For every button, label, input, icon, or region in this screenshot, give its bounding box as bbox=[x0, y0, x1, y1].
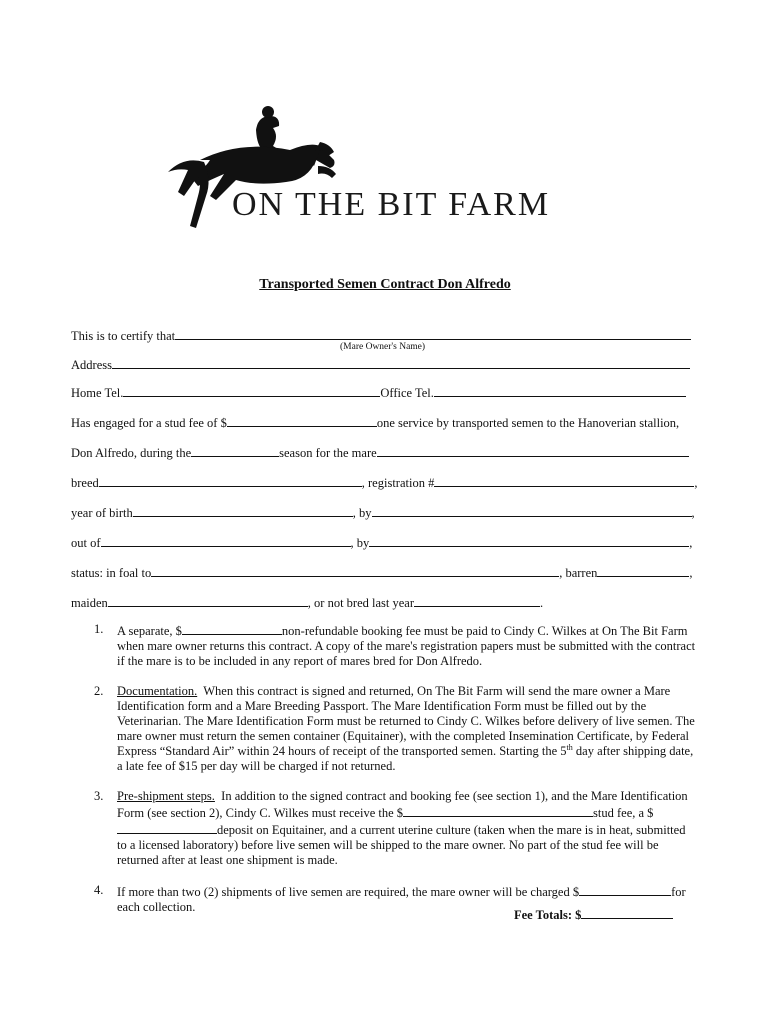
term-text: day after shipping date, a late fee of $15 per day will be charged if not returned. bbox=[117, 744, 694, 773]
stud-fee-line bbox=[71, 414, 679, 431]
term-number: 2. bbox=[94, 684, 104, 698]
dam-label: out of bbox=[71, 536, 101, 550]
home-tel-field[interactable] bbox=[123, 384, 380, 397]
stud-fee-label: Has engaged for a stud fee of $ bbox=[71, 416, 227, 430]
term-item bbox=[71, 789, 696, 868]
address-field[interactable] bbox=[112, 356, 690, 369]
year-of-birth-field[interactable] bbox=[133, 504, 353, 517]
not-bred-label: , or not bred last year bbox=[307, 596, 415, 610]
address-line bbox=[71, 356, 690, 373]
term-item bbox=[71, 622, 696, 669]
term-text: If more than two (2) shipments of live semen are required, the mare owner will be charged $ bbox=[117, 885, 580, 899]
term-number: 4. bbox=[94, 883, 104, 897]
term-number: 3. bbox=[94, 789, 104, 803]
fee-totals bbox=[514, 906, 673, 923]
period: . bbox=[540, 596, 544, 610]
comma: , bbox=[691, 506, 695, 520]
comma: , bbox=[689, 536, 693, 550]
fee-totals-label: Fee Totals: $ bbox=[514, 908, 582, 922]
year-of-birth-line bbox=[71, 504, 695, 521]
breed-line bbox=[71, 474, 697, 491]
dam-sire-field[interactable] bbox=[369, 534, 689, 547]
office-tel-label: Office Tel. bbox=[380, 386, 434, 400]
mare-label: season for the mare bbox=[279, 446, 377, 460]
comma: , bbox=[689, 566, 693, 580]
term-number: 1. bbox=[94, 622, 104, 636]
deposit-field[interactable] bbox=[117, 821, 217, 834]
address-label: Address bbox=[71, 358, 112, 372]
breed-field[interactable] bbox=[99, 474, 362, 487]
certify-label: This is to certify that bbox=[71, 329, 176, 343]
registration-label: , registration # bbox=[361, 476, 435, 490]
extra-shipment-fee-field[interactable] bbox=[579, 883, 671, 896]
owner-name-field[interactable] bbox=[175, 327, 691, 340]
term-text: In addition to the signed contract and booking fee (see section 1), and the Mare Identification Form (see section 2), Cindy C. Wilkes must receive the $ bbox=[117, 789, 688, 820]
registration-field[interactable] bbox=[434, 474, 694, 487]
owner-caption: (Mare Owner's Name) bbox=[340, 342, 426, 352]
status-label: status: in foal to bbox=[71, 566, 152, 580]
term-text: A separate, $ bbox=[117, 624, 182, 638]
term-text: deposit on Equitainer, and a current uterine culture (taken when the mare is in heat, submitted to a licensed laboratory) before live semen will be shipped to the mare owner. No part of the stud fee will be returned after at least one shipment is made. bbox=[117, 823, 686, 867]
term-item bbox=[71, 684, 696, 774]
document-title: Transported Semen Contract Don Alfredo bbox=[259, 277, 511, 292]
stud-fee-field[interactable] bbox=[227, 414, 377, 427]
term-text: non-refundable booking fee must be paid to Cindy C. Wilkes at On The Bit Farm when mare owner returns this contract. A copy of the mare's registration papers must be submitted with the contract if the mare is to be included in any report of mares bred for Don Alfredo. bbox=[117, 624, 696, 668]
term-heading: Pre-shipment steps. bbox=[117, 789, 215, 803]
contract-terms bbox=[71, 622, 696, 930]
booking-fee-field[interactable] bbox=[182, 622, 282, 635]
barren-label: , barren bbox=[559, 566, 598, 580]
farm-name: ON THE BIT FARM bbox=[232, 186, 551, 223]
season-field[interactable] bbox=[191, 444, 279, 457]
comma: , bbox=[694, 476, 698, 490]
stud-fee-amount-field[interactable] bbox=[403, 804, 593, 817]
fee-totals-field[interactable] bbox=[581, 906, 673, 919]
dam-field[interactable] bbox=[101, 534, 351, 547]
dam-sire-label: , by bbox=[350, 536, 370, 550]
term-text: for each collection. bbox=[117, 885, 686, 914]
season-line bbox=[71, 444, 689, 461]
maiden-label: maiden bbox=[71, 596, 108, 610]
stud-fee-text: one service by transported semen to the Hanoverian stallion, bbox=[376, 416, 680, 430]
barren-field[interactable] bbox=[597, 564, 689, 577]
out-of-line bbox=[71, 534, 692, 551]
mare-field[interactable] bbox=[377, 444, 689, 457]
not-bred-field[interactable] bbox=[414, 594, 540, 607]
season-label: Don Alfredo, during the bbox=[71, 446, 192, 460]
sire-field[interactable] bbox=[372, 504, 692, 517]
term-text: stud fee, a $ bbox=[593, 806, 654, 820]
term-text: When this contract is signed and returned, On The Bit Farm will send the mare owner a Mare Identification form and a Mare Breeding Passport. The Mare Identification Form must be filled out by the Veterinarian. The Mare Identification Form must be returned to Cindy C. Wilkes before delivery of live semen. The mare owner must return the semen container (Equitainer), with the completed Insemination Certificate, by Federal Express “Standard Air” within 24 hours of receipt of the transported semen. Starting the 5 bbox=[117, 684, 695, 758]
office-tel-field[interactable] bbox=[434, 384, 686, 397]
maiden-field[interactable] bbox=[108, 594, 308, 607]
term-heading: Documentation. bbox=[117, 684, 198, 698]
home-tel-label: Home Tel. bbox=[71, 386, 124, 400]
year-of-birth-label: year of birth bbox=[71, 506, 133, 520]
in-foal-field[interactable] bbox=[151, 564, 559, 577]
maiden-line bbox=[71, 594, 543, 611]
sire-label: , by bbox=[352, 506, 372, 520]
telephone-line bbox=[71, 384, 686, 401]
breed-label: breed bbox=[71, 476, 99, 490]
status-line bbox=[71, 564, 693, 581]
superscript: th bbox=[566, 742, 573, 752]
